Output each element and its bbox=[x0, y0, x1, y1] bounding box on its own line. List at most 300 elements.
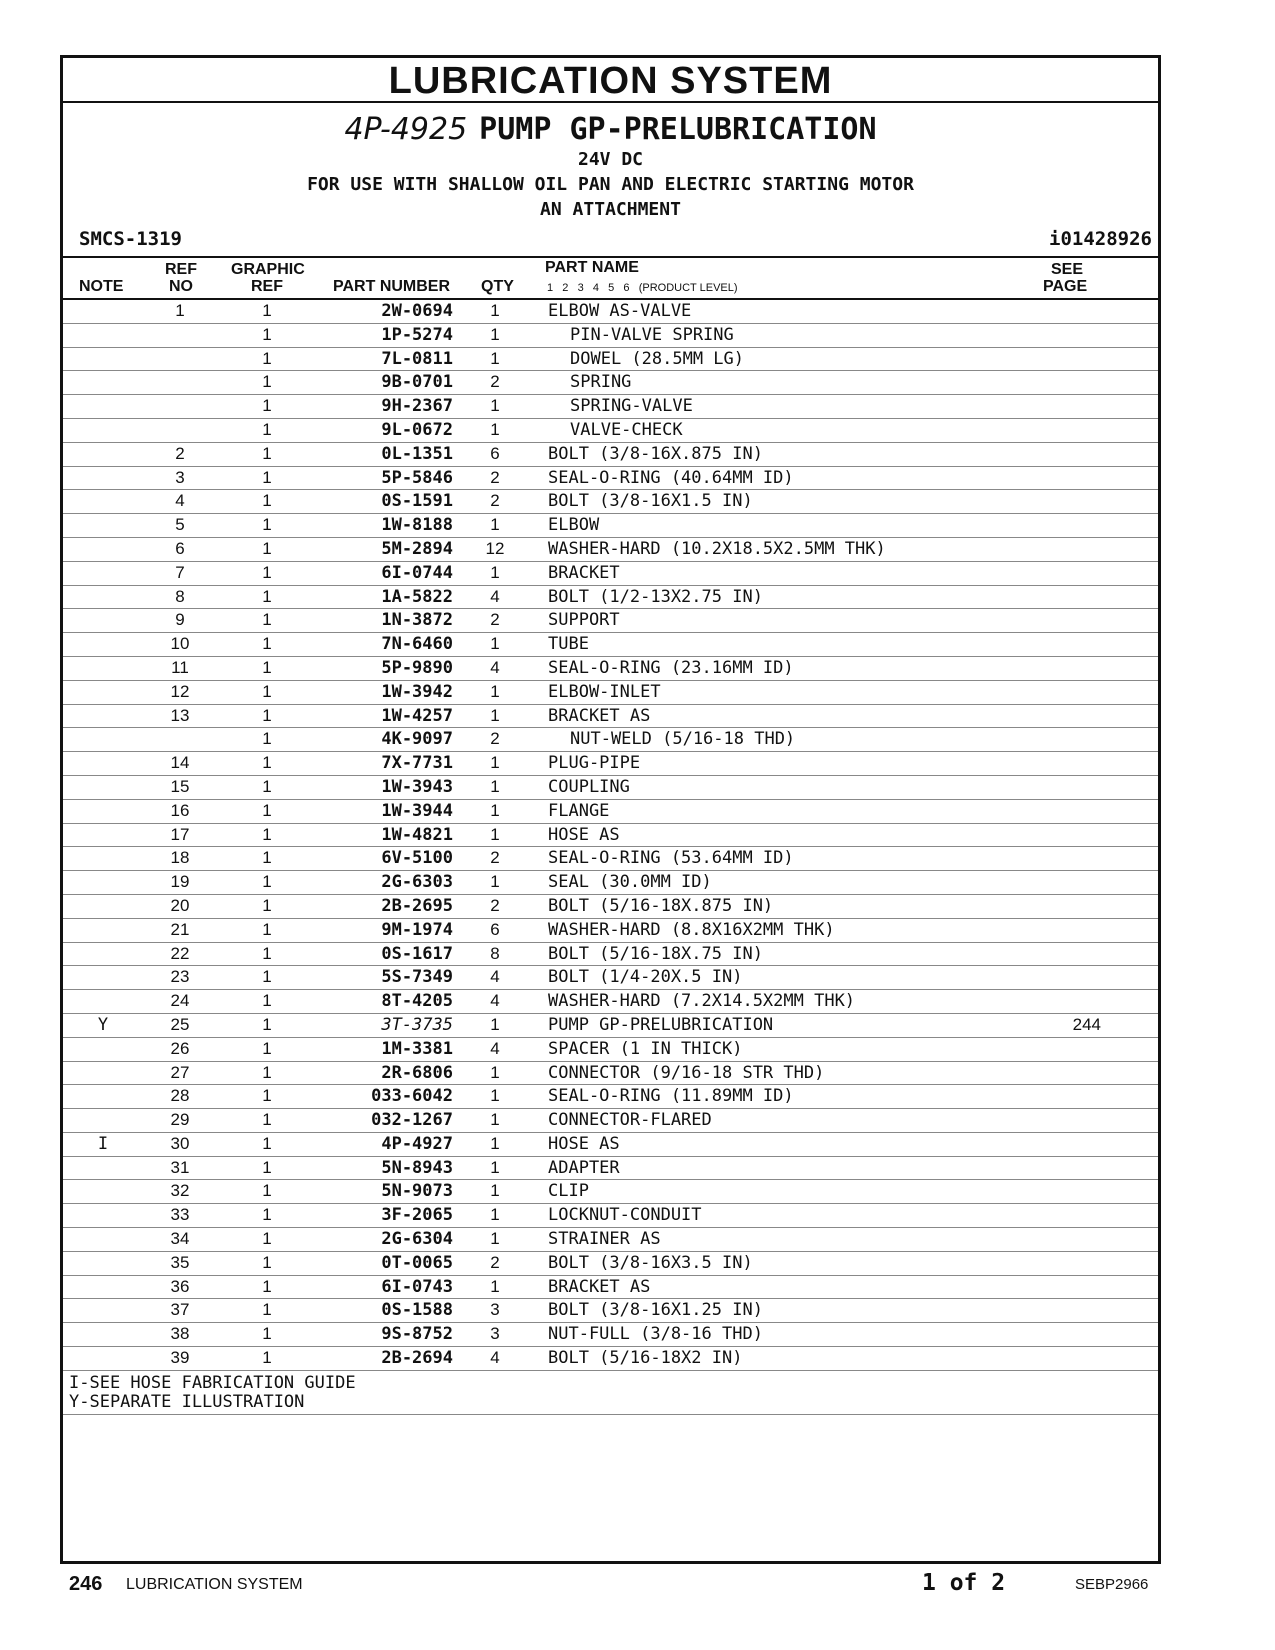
row-qty: 4 bbox=[490, 657, 500, 677]
group-subtitle-2: FOR USE WITH SHALLOW OIL PAN AND ELECTRIC STARTING MOTOR bbox=[307, 174, 914, 195]
row-ref-no: 22 bbox=[170, 943, 190, 963]
row-graphic-ref: 1 bbox=[262, 348, 272, 368]
col-note: NOTE bbox=[79, 278, 124, 295]
row-qty: 2 bbox=[490, 610, 500, 630]
row-part-name: ELBOW bbox=[548, 515, 600, 536]
table-row bbox=[63, 1252, 1158, 1276]
row-qty: 1 bbox=[490, 1157, 500, 1177]
row-ref-no: 25 bbox=[170, 1014, 190, 1034]
row-qty: 1 bbox=[490, 301, 500, 320]
table-row bbox=[63, 1038, 1158, 1062]
table-row bbox=[63, 705, 1158, 729]
row-part-name: ADAPTER bbox=[548, 1157, 620, 1178]
row-graphic-ref: 1 bbox=[262, 586, 272, 606]
table-row bbox=[63, 943, 1158, 967]
row-ref-no: 13 bbox=[170, 705, 190, 725]
page-footer bbox=[0, 1570, 1275, 1610]
table-row bbox=[63, 871, 1158, 895]
note-line: Y-SEPARATE ILLUSTRATION bbox=[69, 1391, 305, 1412]
col-qty: QTY bbox=[481, 278, 514, 295]
row-qty: 1 bbox=[490, 800, 500, 820]
row-part-number: 5P-5846 bbox=[381, 467, 453, 488]
row-ref-no: 1 bbox=[175, 301, 185, 320]
table-row bbox=[63, 1276, 1158, 1300]
row-part-number: 5N-8943 bbox=[381, 1157, 453, 1178]
row-part-name: SPRING-VALVE bbox=[570, 396, 693, 417]
row-part-name: BOLT (1/2-13X2.75 IN) bbox=[548, 586, 763, 607]
row-graphic-ref: 1 bbox=[262, 967, 272, 987]
row-part-number: 4K-9097 bbox=[381, 729, 453, 750]
row-graphic-ref: 1 bbox=[262, 919, 272, 939]
row-graphic-ref: 1 bbox=[262, 800, 272, 820]
row-qty: 1 bbox=[490, 681, 500, 701]
table-row bbox=[63, 1133, 1158, 1157]
row-qty: 1 bbox=[490, 753, 500, 773]
row-ref-no: 7 bbox=[175, 562, 185, 582]
col-ref-top: REF bbox=[165, 261, 197, 278]
row-part-number: 7X-7731 bbox=[381, 753, 453, 774]
row-qty: 1 bbox=[490, 419, 500, 439]
row-graphic-ref: 1 bbox=[262, 1086, 272, 1106]
row-graphic-ref: 1 bbox=[262, 848, 272, 868]
row-graphic-ref: 1 bbox=[262, 372, 272, 392]
row-part-number: 1A-5822 bbox=[381, 586, 453, 607]
row-ref-no: 2 bbox=[175, 443, 185, 463]
row-ref-no: 26 bbox=[170, 1038, 190, 1058]
row-qty: 12 bbox=[485, 538, 505, 558]
row-part-number: 5M-2894 bbox=[381, 538, 453, 559]
row-part-name: BOLT (3/8-16X1.5 IN) bbox=[548, 491, 753, 512]
row-part-number: 3T-3735 bbox=[381, 1014, 453, 1035]
table-row bbox=[63, 776, 1158, 800]
row-qty: 4 bbox=[490, 967, 500, 987]
row-part-name: DOWEL (28.5MM LG) bbox=[570, 348, 744, 369]
table-row bbox=[63, 1109, 1158, 1133]
row-part-number: 1W-4257 bbox=[381, 705, 453, 726]
row-part-name: PIN-VALVE SPRING bbox=[570, 324, 734, 345]
section-title: LUBRICATION SYSTEM bbox=[63, 58, 1158, 103]
row-qty: 2 bbox=[490, 1252, 500, 1272]
row-part-name: VALVE-CHECK bbox=[570, 419, 683, 440]
row-graphic-ref: 1 bbox=[262, 943, 272, 963]
row-part-name: NUT-FULL (3/8-16 THD) bbox=[548, 1324, 763, 1345]
table-row bbox=[63, 395, 1158, 419]
row-ref-no: 10 bbox=[170, 634, 190, 654]
table-row bbox=[63, 847, 1158, 871]
row-ref-no: 3 bbox=[175, 467, 185, 487]
row-graphic-ref: 1 bbox=[262, 657, 272, 677]
row-ref-no: 32 bbox=[170, 1181, 190, 1201]
table-row bbox=[63, 1180, 1158, 1204]
table-row bbox=[63, 586, 1158, 610]
row-see-page: 244 bbox=[1072, 1014, 1101, 1034]
row-graphic-ref: 1 bbox=[262, 634, 272, 654]
table-row bbox=[63, 1299, 1158, 1323]
row-qty: 1 bbox=[490, 824, 500, 844]
row-part-number: 2B-2695 bbox=[381, 895, 453, 916]
row-part-number: 5S-7349 bbox=[381, 967, 453, 988]
row-part-number: 1W-4821 bbox=[381, 824, 453, 845]
table-row bbox=[63, 324, 1158, 348]
col-part-name: PART NAME bbox=[545, 259, 639, 276]
row-qty: 4 bbox=[490, 1348, 500, 1368]
row-ref-no: 33 bbox=[170, 1205, 190, 1225]
row-graphic-ref: 1 bbox=[262, 1276, 272, 1296]
row-part-number: 2B-2694 bbox=[381, 1348, 453, 1369]
table-row bbox=[63, 752, 1158, 776]
row-part-number: 1W-8188 bbox=[381, 515, 453, 536]
row-note: I bbox=[97, 1133, 109, 1154]
row-part-name: BRACKET bbox=[548, 562, 620, 583]
row-ref-no: 8 bbox=[175, 586, 185, 606]
row-ref-no: 19 bbox=[170, 872, 190, 892]
row-qty: 2 bbox=[490, 895, 500, 915]
row-part-name: BOLT (3/8-16X1.25 IN) bbox=[548, 1300, 763, 1321]
row-ref-no: 23 bbox=[170, 967, 190, 987]
row-ref-no: 36 bbox=[170, 1276, 190, 1296]
table-row bbox=[63, 1014, 1158, 1038]
row-graphic-ref: 1 bbox=[262, 1062, 272, 1082]
row-graphic-ref: 1 bbox=[262, 467, 272, 487]
row-part-name: BOLT (1/4-20X.5 IN) bbox=[548, 967, 743, 988]
row-ref-no: 9 bbox=[175, 610, 185, 630]
group-title bbox=[63, 113, 1158, 147]
row-graphic-ref: 1 bbox=[262, 1014, 272, 1034]
row-part-number: 7L-0811 bbox=[381, 348, 453, 369]
table-row bbox=[63, 657, 1158, 681]
row-part-name: FLANGE bbox=[548, 800, 610, 821]
row-part-name: WASHER-HARD (10.2X18.5X2.5MM THK) bbox=[548, 538, 886, 559]
table-row bbox=[63, 1204, 1158, 1228]
row-ref-no: 17 bbox=[170, 824, 190, 844]
table-row bbox=[63, 1085, 1158, 1109]
row-part-number: 5P-9890 bbox=[381, 657, 453, 678]
row-qty: 6 bbox=[490, 443, 500, 463]
row-part-name: SEAL-O-RING (11.89MM ID) bbox=[548, 1086, 794, 1107]
col-graphic-top: GRAPHIC bbox=[231, 261, 305, 278]
row-qty: 8 bbox=[490, 943, 500, 963]
row-graphic-ref: 1 bbox=[262, 705, 272, 725]
group-part-number: 4P-4925 bbox=[344, 112, 468, 147]
table-row bbox=[63, 490, 1158, 514]
row-graphic-ref: 1 bbox=[262, 396, 272, 416]
row-ref-no: 29 bbox=[170, 1110, 190, 1130]
row-note: Y bbox=[97, 1014, 109, 1035]
table-row bbox=[63, 966, 1158, 990]
row-ref-no: 24 bbox=[170, 991, 190, 1011]
notes-block bbox=[63, 1371, 1158, 1415]
row-graphic-ref: 1 bbox=[262, 562, 272, 582]
row-ref-no: 4 bbox=[175, 491, 185, 511]
row-part-number: 9H-2367 bbox=[381, 396, 453, 417]
row-qty: 1 bbox=[490, 1086, 500, 1106]
row-ref-no: 18 bbox=[170, 848, 190, 868]
row-part-name: BOLT (3/8-16X.875 IN) bbox=[548, 443, 763, 464]
row-qty: 1 bbox=[490, 1276, 500, 1296]
row-part-name: LOCKNUT-CONDUIT bbox=[548, 1205, 702, 1226]
smcs-code: SMCS-1319 bbox=[79, 228, 182, 250]
table-row bbox=[63, 348, 1158, 372]
row-graphic-ref: 1 bbox=[262, 301, 272, 320]
col-product-level: 1 2 3 4 5 6 (PRODUCT LEVEL) bbox=[547, 282, 738, 294]
table-row bbox=[63, 1062, 1158, 1086]
row-part-name: HOSE AS bbox=[548, 824, 620, 845]
row-graphic-ref: 1 bbox=[262, 1252, 272, 1272]
row-part-number: 032-1267 bbox=[371, 1110, 453, 1131]
row-part-name: SEAL-O-RING (40.64MM ID) bbox=[548, 467, 794, 488]
row-ref-no: 21 bbox=[170, 919, 190, 939]
row-part-number: 0S-1617 bbox=[381, 943, 453, 964]
row-part-number: 1N-3872 bbox=[381, 610, 453, 631]
table-row bbox=[63, 1323, 1158, 1347]
table-row bbox=[63, 562, 1158, 586]
row-qty: 3 bbox=[490, 1300, 500, 1320]
row-part-number: 2R-6806 bbox=[381, 1062, 453, 1083]
row-graphic-ref: 1 bbox=[262, 753, 272, 773]
table-row bbox=[63, 919, 1158, 943]
row-part-number: 1W-3943 bbox=[381, 776, 453, 797]
row-part-name: BOLT (5/16-18X.875 IN) bbox=[548, 895, 774, 916]
row-graphic-ref: 1 bbox=[262, 1110, 272, 1130]
row-qty: 1 bbox=[490, 562, 500, 582]
row-part-name: PLUG-PIPE bbox=[548, 753, 641, 774]
row-part-number: 1W-3942 bbox=[381, 681, 453, 702]
group-subtitle-3: AN ATTACHMENT bbox=[540, 199, 681, 220]
group-subtitle-1: 24V DC bbox=[577, 149, 644, 170]
row-graphic-ref: 1 bbox=[262, 491, 272, 511]
row-part-name: WASHER-HARD (8.8X16X2MM THK) bbox=[548, 919, 835, 940]
row-part-number: 0S-1591 bbox=[381, 491, 453, 512]
row-qty: 1 bbox=[490, 872, 500, 892]
row-part-number: 2G-6304 bbox=[381, 1229, 453, 1250]
table-row bbox=[63, 1228, 1158, 1252]
row-ref-no: 20 bbox=[170, 895, 190, 915]
row-part-name: NUT-WELD (5/16-18 THD) bbox=[570, 729, 796, 750]
row-qty: 2 bbox=[490, 848, 500, 868]
row-part-name: SPRING bbox=[570, 372, 632, 393]
row-part-number: 6V-5100 bbox=[381, 848, 453, 869]
table-row bbox=[63, 1157, 1158, 1181]
row-graphic-ref: 1 bbox=[262, 1300, 272, 1320]
row-ref-no: 6 bbox=[175, 538, 185, 558]
row-ref-no: 28 bbox=[170, 1086, 190, 1106]
row-part-name: WASHER-HARD (7.2X14.5X2MM THK) bbox=[548, 991, 856, 1012]
table-row bbox=[63, 609, 1158, 633]
row-graphic-ref: 1 bbox=[262, 681, 272, 701]
row-graphic-ref: 1 bbox=[262, 776, 272, 796]
col-see-bottom: PAGE bbox=[1043, 278, 1088, 295]
row-graphic-ref: 1 bbox=[262, 1348, 272, 1368]
row-ref-no: 31 bbox=[170, 1157, 190, 1177]
col-see-top: SEE bbox=[1051, 261, 1084, 278]
table-row bbox=[63, 824, 1158, 848]
row-ref-no: 11 bbox=[171, 657, 189, 677]
row-ref-no: 37 bbox=[170, 1300, 190, 1320]
table-row bbox=[63, 800, 1158, 824]
row-part-name: SEAL-O-RING (23.16MM ID) bbox=[548, 657, 794, 678]
row-graphic-ref: 1 bbox=[262, 1181, 272, 1201]
row-part-name: BOLT (5/16-18X.75 IN) bbox=[548, 943, 763, 964]
row-part-name: TUBE bbox=[548, 634, 589, 655]
row-graphic-ref: 1 bbox=[262, 538, 272, 558]
row-part-number: 2G-6303 bbox=[381, 872, 453, 893]
table-row bbox=[63, 895, 1158, 919]
row-graphic-ref: 1 bbox=[262, 515, 272, 535]
row-part-name: BOLT (5/16-18X2 IN) bbox=[548, 1348, 743, 1369]
col-ref-bottom: NO bbox=[169, 278, 193, 295]
row-qty: 2 bbox=[490, 491, 500, 511]
row-part-number: 033-6042 bbox=[371, 1086, 453, 1107]
row-qty: 2 bbox=[490, 729, 500, 749]
row-qty: 1 bbox=[490, 1133, 500, 1153]
row-part-number: 4P-4927 bbox=[381, 1133, 453, 1154]
footer-page-of: 1 of 2 bbox=[922, 1570, 1006, 1596]
row-graphic-ref: 1 bbox=[262, 419, 272, 439]
row-qty: 1 bbox=[490, 515, 500, 535]
row-part-number: 1P-5274 bbox=[381, 324, 453, 345]
parts-page-frame bbox=[60, 55, 1161, 1564]
row-ref-no: 27 bbox=[170, 1062, 190, 1082]
row-qty: 1 bbox=[490, 1062, 500, 1082]
table-row bbox=[63, 419, 1158, 443]
row-graphic-ref: 1 bbox=[262, 1229, 272, 1249]
row-graphic-ref: 1 bbox=[262, 1157, 272, 1177]
row-part-name: HOSE AS bbox=[548, 1133, 620, 1154]
row-qty: 1 bbox=[490, 705, 500, 725]
row-qty: 1 bbox=[490, 348, 500, 368]
table-row bbox=[63, 990, 1158, 1014]
row-qty: 4 bbox=[490, 991, 500, 1011]
row-qty: 1 bbox=[490, 324, 500, 344]
row-graphic-ref: 1 bbox=[262, 872, 272, 892]
row-part-number: 0S-1588 bbox=[381, 1300, 453, 1321]
row-graphic-ref: 1 bbox=[262, 1038, 272, 1058]
row-part-number: 8T-4205 bbox=[381, 991, 453, 1012]
group-name: PUMP GP-PRELUBRICATION bbox=[479, 112, 877, 147]
row-graphic-ref: 1 bbox=[262, 443, 272, 463]
row-part-name: BRACKET AS bbox=[548, 1276, 651, 1297]
row-ref-no: 14 bbox=[170, 753, 190, 773]
table-row bbox=[63, 728, 1158, 752]
row-part-name: ELBOW AS-VALVE bbox=[548, 301, 692, 321]
row-qty: 1 bbox=[490, 776, 500, 796]
row-part-name: SEAL (30.0MM ID) bbox=[548, 872, 712, 893]
row-ref-no: 34 bbox=[170, 1229, 190, 1249]
row-qty: 1 bbox=[490, 1229, 500, 1249]
row-graphic-ref: 1 bbox=[262, 729, 272, 749]
row-part-number: 9M-1974 bbox=[381, 919, 453, 940]
row-qty: 6 bbox=[490, 919, 500, 939]
footer-page-number: 246 bbox=[69, 1573, 103, 1595]
row-qty: 1 bbox=[490, 634, 500, 654]
row-qty: 1 bbox=[490, 1110, 500, 1130]
row-ref-no: 5 bbox=[175, 515, 185, 535]
row-qty: 2 bbox=[490, 467, 500, 487]
row-part-name: BOLT (3/8-16X3.5 IN) bbox=[548, 1252, 753, 1273]
footer-doc-id: SEBP2966 bbox=[1075, 1576, 1149, 1593]
row-part-number: 9B-0701 bbox=[381, 372, 453, 393]
group-header bbox=[63, 113, 1158, 222]
note-line: I-SEE HOSE FABRICATION GUIDE bbox=[69, 1372, 356, 1393]
table-row bbox=[63, 514, 1158, 538]
row-part-name: SPACER (1 IN THICK) bbox=[548, 1038, 743, 1059]
row-part-number: 5N-9073 bbox=[381, 1181, 453, 1202]
table-row bbox=[63, 681, 1158, 705]
row-qty: 1 bbox=[490, 1181, 500, 1201]
row-qty: 2 bbox=[490, 372, 500, 392]
row-part-number: 3F-2065 bbox=[381, 1205, 453, 1226]
row-qty: 1 bbox=[490, 1205, 500, 1225]
table-row bbox=[63, 467, 1158, 491]
parts-table bbox=[63, 300, 1158, 1371]
row-ref-no: 35 bbox=[170, 1252, 190, 1272]
col-graphic-bottom: REF bbox=[251, 278, 283, 295]
table-row bbox=[63, 371, 1158, 395]
row-part-name: CLIP bbox=[548, 1181, 589, 1202]
table-row bbox=[63, 1347, 1158, 1371]
row-part-number: 1M-3381 bbox=[381, 1038, 453, 1059]
smcs-row bbox=[63, 222, 1158, 256]
row-part-number: 9L-0672 bbox=[381, 419, 453, 440]
row-part-name: CONNECTOR (9/16-18 STR THD) bbox=[548, 1062, 825, 1083]
row-part-number: 9S-8752 bbox=[381, 1324, 453, 1345]
row-part-number: 2W-0694 bbox=[381, 301, 453, 321]
row-part-number: 6I-0744 bbox=[381, 562, 453, 583]
row-ref-no: 39 bbox=[170, 1348, 190, 1368]
table-row bbox=[63, 443, 1158, 467]
row-qty: 4 bbox=[490, 586, 500, 606]
row-part-name: CONNECTOR-FLARED bbox=[548, 1110, 712, 1131]
row-ref-no: 15 bbox=[170, 776, 190, 796]
row-graphic-ref: 1 bbox=[262, 610, 272, 630]
row-qty: 4 bbox=[490, 1038, 500, 1058]
footer-section: LUBRICATION SYSTEM bbox=[126, 1576, 303, 1593]
row-part-name: BRACKET AS bbox=[548, 705, 651, 726]
col-part-number: PART NUMBER bbox=[333, 278, 451, 295]
row-part-number: 6I-0743 bbox=[381, 1276, 453, 1297]
row-ref-no: 38 bbox=[170, 1324, 190, 1344]
row-graphic-ref: 1 bbox=[262, 1324, 272, 1344]
table-row bbox=[63, 538, 1158, 562]
row-part-name: PUMP GP-PRELUBRICATION bbox=[548, 1014, 774, 1035]
row-qty: 3 bbox=[490, 1324, 500, 1344]
row-part-name: SEAL-O-RING (53.64MM ID) bbox=[548, 848, 794, 869]
row-graphic-ref: 1 bbox=[262, 1133, 272, 1153]
row-ref-no: 16 bbox=[170, 800, 190, 820]
row-part-number: 1W-3944 bbox=[381, 800, 453, 821]
row-graphic-ref: 1 bbox=[262, 895, 272, 915]
row-qty: 1 bbox=[490, 1014, 500, 1034]
row-graphic-ref: 1 bbox=[262, 324, 272, 344]
row-graphic-ref: 1 bbox=[262, 1205, 272, 1225]
row-graphic-ref: 1 bbox=[262, 991, 272, 1011]
table-row bbox=[63, 633, 1158, 657]
row-qty: 1 bbox=[490, 396, 500, 416]
table-row bbox=[63, 300, 1158, 324]
row-part-number: 7N-6460 bbox=[381, 634, 453, 655]
column-headers bbox=[63, 256, 1158, 300]
row-graphic-ref: 1 bbox=[262, 824, 272, 844]
row-part-name: COUPLING bbox=[548, 776, 630, 797]
row-part-name: SUPPORT bbox=[548, 610, 620, 631]
row-ref-no: 30 bbox=[170, 1133, 190, 1153]
row-part-number: 0T-0065 bbox=[381, 1252, 453, 1273]
illustration-id: i01428926 bbox=[1049, 228, 1152, 250]
row-part-number: 0L-1351 bbox=[381, 443, 453, 464]
row-part-name: STRAINER AS bbox=[548, 1229, 661, 1250]
row-part-name: ELBOW-INLET bbox=[548, 681, 661, 702]
row-ref-no: 12 bbox=[170, 681, 190, 701]
